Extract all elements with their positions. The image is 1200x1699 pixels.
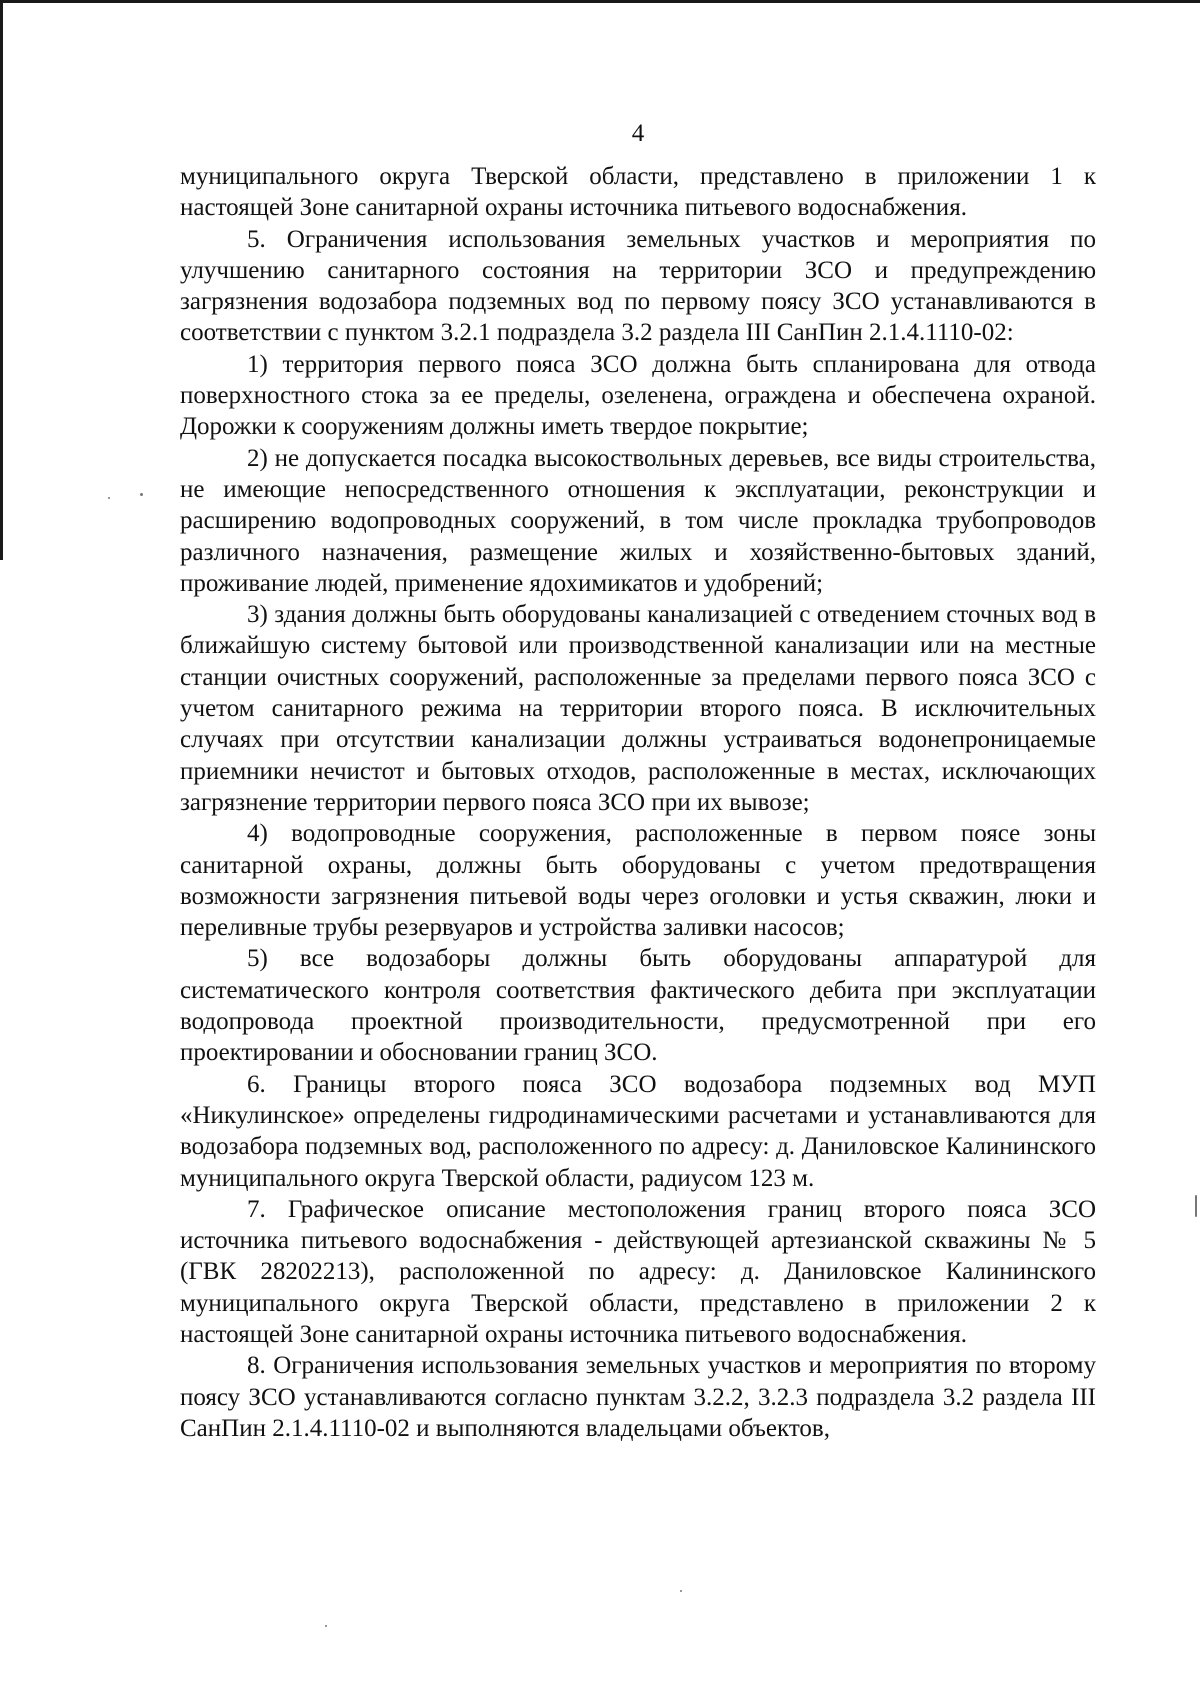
paragraph-subitem-5-5: 5) все водозаборы должны быть оборудованы аппаратурой для систематического контроля соответствия фактического дебита при эксплуатации водопровода проектной производительности, предусмотренной при его проектировании и обосновании границ ЗСО. [180, 945, 1096, 1067]
scan-edge-left [0, 0, 3, 560]
scan-speck [140, 493, 143, 496]
paragraph-subitem-5-4: 4) водопроводные сооружения, расположенные в первом поясе зоны санитарной охраны, должны быть оборудованы с учетом предотвращения возможности загрязнения питьевой воды через оголовки и устья скважин, люки и переливные трубы резервуаров и устройства заливки насосов; [180, 820, 1096, 942]
paragraph-subitem-5-1: 1) территория первого пояса ЗСО должна быть спланирована для отвода поверхностного стока за ее пределы, озеленена, ограждена и обеспечена охраной. Дорожки к сооружениям должны иметь твердое покрытие; [180, 350, 1096, 441]
paragraph-item-6: 6. Границы второго пояса ЗСО водозабора подземных вод МУП «Никулинское» определены гидродинамическими расчетами и устанавливаются для водозабора подземных вод, расположенного по адресу: д. Даниловское Калининского муниципального округа Тверской области, радиусом 123 м. [180, 1070, 1096, 1192]
page-number: 4 [631, 120, 645, 147]
paragraph-item-7: 7. Графическое описание местоположения границ второго пояса ЗСО источника питьевого водоснабжения - действующей артезианской скважины № 5 (ГВК 28202213), расположенной по адресу: д. Даниловское Калининского муниципального округа Тверской области, представлено в приложении 2 к настоящей Зоне санитарной охраны источника питьевого водоснабжения. [180, 1195, 1096, 1348]
scan-speck [108, 497, 110, 499]
paragraph-item-5: 5. Ограничения использования земельных участков и мероприятия по улучшению санитарного состояния на территории ЗСО и предупреждению загрязнения водозабора подземных вод по первому поясу ЗСО устанавливаются в соответствии с пунктом 3.2.1 подраздела 3.2 раздела III СанПин 2.1.4.1110-02: [180, 225, 1096, 347]
scan-speck [1195, 1195, 1197, 1217]
paragraph-continuation: муниципального округа Тверской области, представлено в приложении 1 к настоящей Зоне санитарной охраны источника питьевого водоснабжения. [180, 163, 1096, 222]
paragraph-subitem-5-2: 2) не допускается посадка высокоствольных деревьев, все виды строительства, не имеющие непосредственного отношения к эксплуатации, реконструкции и расширению водопроводных сооружений, в том числе прокладка трубопроводов различного назначения, размещение жилых и хозяйственно-бытовых зданий, проживание людей, применение ядохимикатов и удобрений; [180, 444, 1096, 597]
scan-edge-top [0, 0, 1200, 3]
document-body [180, 161, 1096, 1444]
paragraph-subitem-5-3: 3) здания должны быть оборудованы канализацией с отведением сточных вод в ближайшую систему бытовой или производственной канализации или на местные станции очистных сооружений, расположенные за пределами первого пояса ЗСО с учетом санитарного режима на территории второго пояса. В исключительных случаях при отсутствии канализации должны устраиваться водонепроницаемые приемники нечистот и бытовых отходов, расположенные в местах, исключающих загрязнение территории первого пояса ЗСО при их вывозе; [180, 601, 1096, 816]
scan-speck [680, 1590, 682, 1592]
paragraph-item-8: 8. Ограничения использования земельных участков и мероприятия по второму поясу ЗСО устанавливаются согласно пунктам 3.2.2, 3.2.3 подраздела 3.2 раздела III СанПин 2.1.4.1110-02 и выполняются владельцами объектов, [180, 1352, 1096, 1442]
scan-speck [325, 1625, 327, 1627]
